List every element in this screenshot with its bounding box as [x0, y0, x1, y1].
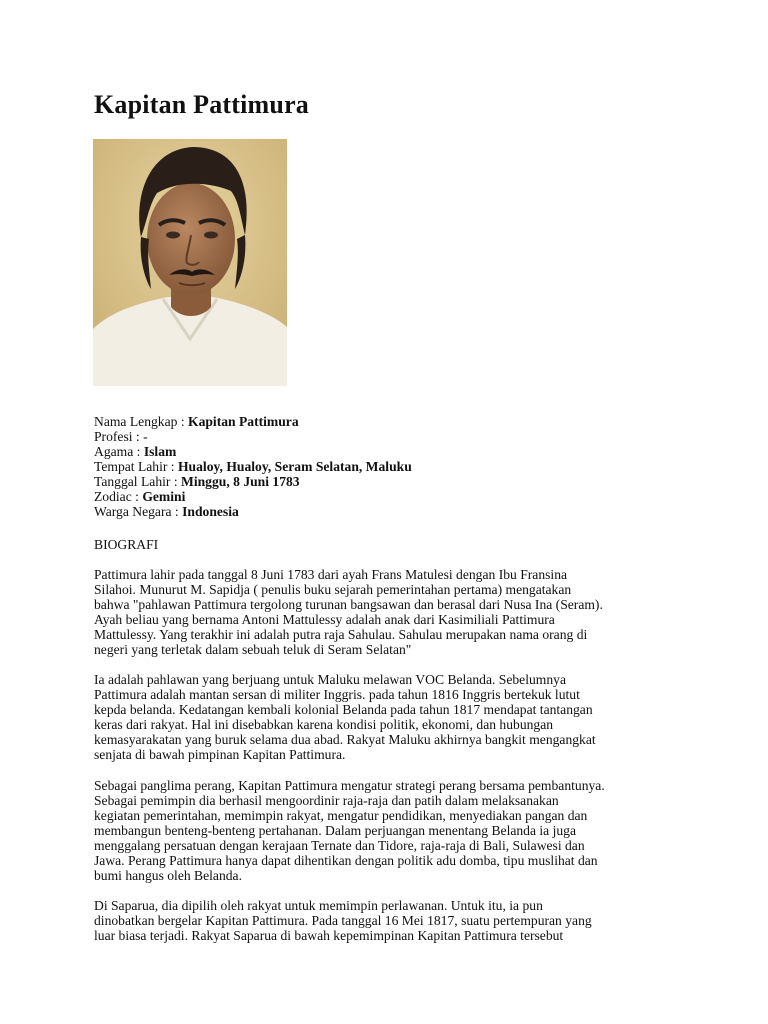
- info-birthdate: Tanggal Lahir : Minggu, 8 Juni 1783: [94, 474, 300, 489]
- info-religion: Agama : Islam: [94, 444, 177, 459]
- biography-paragraph: Pattimura lahir pada tanggal 8 Juni 1783 dari ayah Frans Matulesi dengan Ibu Fransina Silahoi. Munurut M. Sapidja ( penulis buku sejarah pemerintahan pertama) mengatakan bahwa "pahlawan Pattimura tergolong turunan bangsawan dan berasal dari Nusa Ina (Seram). Ayah beliau yang bernama Antoni Mattulessy adalah anak dari Kasimiliali Pattimura Mattulessy. Yang terakhir ini adalah putra raja Sahulau. Sahulau merupakan nama orang di negeri yang terletak dalam sebuah teluk di Seram Selatan": [94, 567, 603, 657]
- info-nationality: Warga Negara : Indonesia: [94, 504, 239, 519]
- portrait-image: [93, 139, 287, 386]
- profile-info: [94, 414, 412, 519]
- page-title: Kapitan Pattimura: [94, 90, 310, 119]
- biography-paragraph: Ia adalah pahlawan yang berjuang untuk Maluku melawan VOC Belanda. Sebelumnya Pattimura adalah mantan sersan di militer Inggris. pada tahun 1816 Inggris bertekuk lutut kepda belanda. Kedatangan kembali kolonial Belanda pada tahun 1817 mendapat tantangan keras dari rakyat. Hal ini disebabkan karena kondisi politik, ekonomi, dan hubungan kemasyarakatan yang buruk selama dua abad. Rakyat Maluku akhirnya bangkit mengangkat senjata di bawah pimpinan Kapitan Pattimura.: [94, 672, 596, 762]
- info-zodiac: Zodiac : Gemini: [94, 489, 186, 504]
- info-full-name: Nama Lengkap : Kapitan Pattimura: [94, 414, 299, 429]
- info-profession: Profesi : -: [94, 429, 148, 444]
- section-heading-biography: BIOGRAFI: [94, 537, 159, 552]
- biography-paragraph: Sebagai panglima perang, Kapitan Pattimura mengatur strategi perang bersama pembantunya. Sebagai pemimpin dia berhasil mengoordinir raja-raja dan patih dalam melaksanakan kegiatan pemerintahan, memimpin rakyat, mengatur pendidikan, menyediakan pangan dan membangun benteng-benteng pertahanan. Dalam perjuangan menentang Belanda ia juga menggalang persatuan dengan kerajaan Ternate dan Tidore, raja-raja di Bali, Sulawesi dan Jawa. Perang Pattimura hanya dapat dihentikan dengan politik adu domba, tipu muslihat dan bumi hangus oleh Belanda.: [94, 778, 605, 883]
- biography-paragraph: Di Saparua, dia dipilih oleh rakyat untuk memimpin perlawanan. Untuk itu, ia pun dinobatkan bergelar Kapitan Pattimura. Pada tanggal 16 Mei 1817, suatu pertempuran yang luar biasa terjadi. Rakyat Saparua di bawah kepemimpinan Kapitan Pattimura tersebut: [94, 898, 592, 943]
- info-birthplace: Tempat Lahir : Hualoy, Hualoy, Seram Selatan, Maluku: [94, 459, 412, 474]
